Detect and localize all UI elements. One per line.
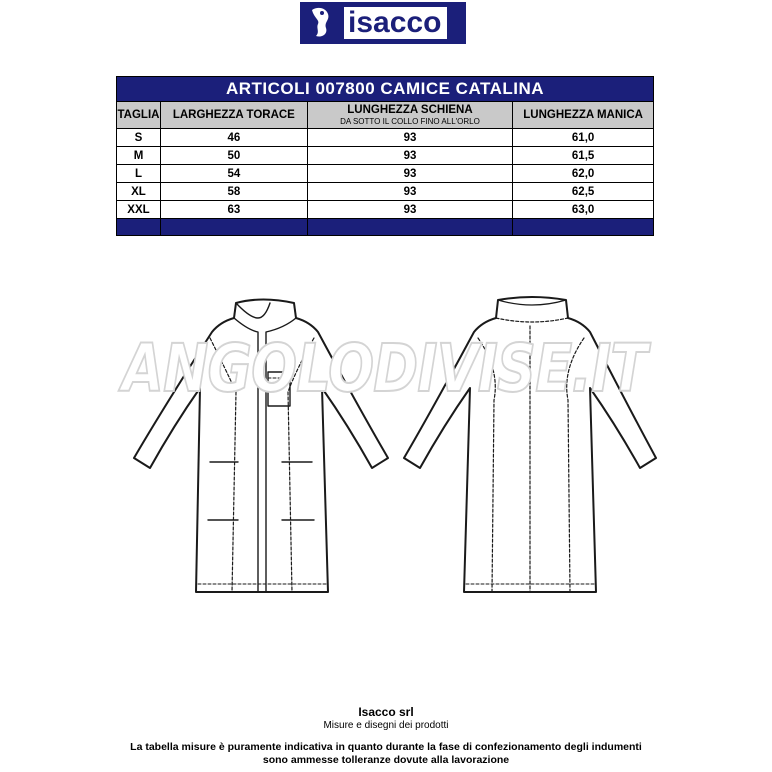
cell-back: 93 — [307, 165, 513, 183]
logo-wordmark: isacco — [344, 7, 447, 39]
header-chest: LARGHEZZA TORACE — [160, 102, 307, 129]
footer-subtitle: Misure e disegni dei prodotti — [323, 720, 449, 731]
watermark: ANGOLODIVISE.IT — [122, 330, 647, 407]
company-name: Isacco srl — [358, 705, 414, 719]
brand-logo — [300, 2, 466, 44]
header-back-sub: DA SOTTO IL COLLO FINO ALL'ORLO — [340, 117, 480, 126]
cell-size: L — [117, 165, 161, 183]
cell-sleeve: 61,0 — [513, 129, 654, 147]
cell-size: S — [117, 129, 161, 147]
table-header-row — [117, 102, 654, 129]
logo-emblem-icon — [302, 4, 342, 42]
cell-back: 93 — [307, 147, 513, 165]
cell-chest: 63 — [160, 201, 307, 219]
table-row — [117, 183, 654, 201]
cell-sleeve: 62,5 — [513, 183, 654, 201]
header-back-label: LUNGHEZZA SCHIENA — [347, 104, 473, 116]
cell-size: XXL — [117, 201, 161, 219]
table-title: ARTICOLI 007800 CAMICE CATALINA — [117, 77, 654, 102]
cell-sleeve: 62,0 — [513, 165, 654, 183]
cell-back: 93 — [307, 129, 513, 147]
table-row — [117, 147, 654, 165]
cell-chest: 58 — [160, 183, 307, 201]
table-row — [117, 165, 654, 183]
size-table — [116, 76, 654, 236]
cell-chest: 50 — [160, 147, 307, 165]
table-row — [117, 129, 654, 147]
disclaimer-note — [0, 741, 772, 767]
header-sleeve: LUNGHEZZA MANICA — [513, 102, 654, 129]
table-footer-bar — [117, 219, 654, 236]
header-size: TAGLIA — [117, 102, 161, 129]
cell-size: M — [117, 147, 161, 165]
cell-sleeve: 61,5 — [513, 147, 654, 165]
cell-chest: 46 — [160, 129, 307, 147]
table-title-row — [117, 77, 654, 102]
cell-size: XL — [117, 183, 161, 201]
cell-back: 93 — [307, 201, 513, 219]
cell-back: 93 — [307, 183, 513, 201]
cell-chest: 54 — [160, 165, 307, 183]
disclaimer-line-2: sono ammesse tolleranze dovute alla lavorazione — [262, 754, 510, 766]
header-back — [307, 102, 513, 129]
table-row — [117, 201, 654, 219]
cell-sleeve: 63,0 — [513, 201, 654, 219]
disclaimer-line-1: La tabella misure è puramente indicativa in quanto durante la fase di confezionamento degli indumenti — [130, 741, 642, 753]
